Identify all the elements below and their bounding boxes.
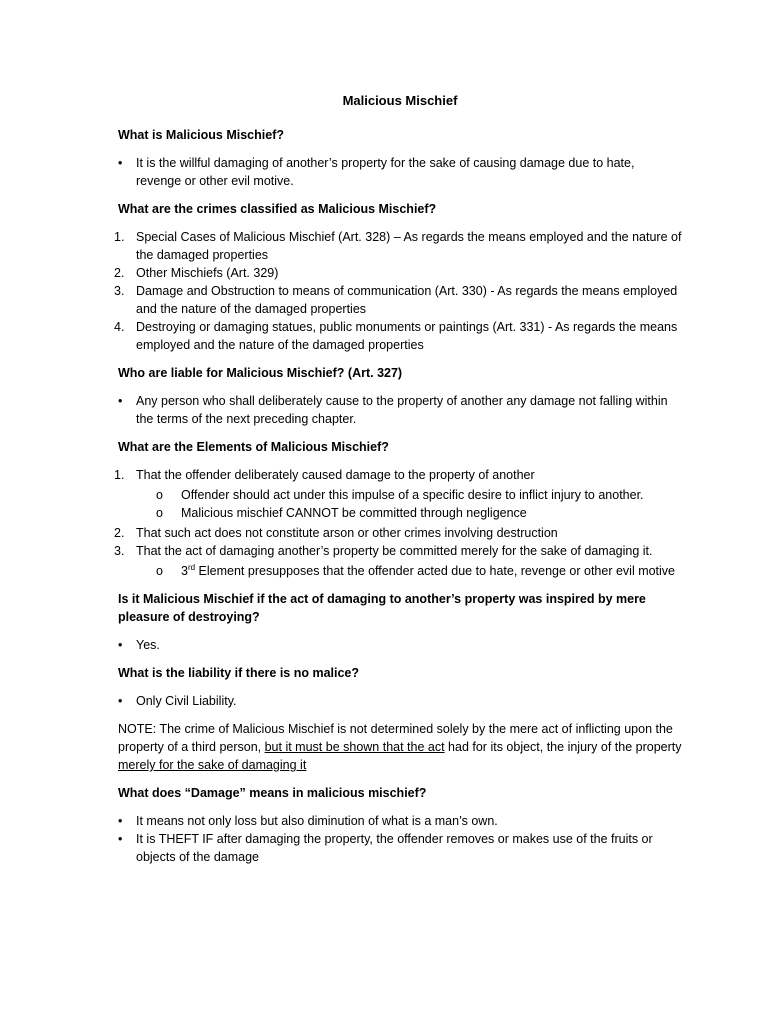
sub-list-item: o Malicious mischief CANNOT be committed through negligence (136, 504, 682, 522)
numbered-list (114, 228, 682, 354)
list-item: 1. That the offender deliberately caused damage to the property of another o Offender should act under this impulse of a specific desire to inflict injury to another. o Malicious mischief CANNOT be committed through negligence (118, 466, 682, 522)
sub-list-item: o Offender should act under this impulse of a specific desire to inflict injury to another. (136, 486, 682, 504)
sub-list (136, 562, 682, 580)
list-item: 2. That such act does not constitute arson or other crimes involving destruction (114, 526, 558, 540)
list-item: 3. That the act of damaging another’s property be committed merely for the sake of damaging it. o 3rd Element presupposes that the offender acted due to hate, revenge or other evil motive (118, 542, 682, 580)
list-item: • Yes. (118, 636, 682, 654)
sub-list-item: o 3rd Element presupposes that the offender acted due to hate, revenge or other evil motive (136, 562, 682, 580)
bullet-list (118, 692, 682, 710)
list-item: 4. Destroying or damaging statues, public monuments or paintings (Art. 331) - As regards the means employed and the nature of the damaged properties (114, 320, 678, 352)
bullet-list (118, 154, 682, 190)
question-heading: What are the crimes classified as Malicious Mischief? (118, 202, 437, 216)
list-item: • It means not only loss but also diminution of what is a man’s own. (118, 812, 682, 830)
question-heading: Is it Malicious Mischief if the act of damaging to another’s property was inspired by mere pleasure of destroying? (118, 592, 646, 624)
question-heading: What are the Elements of Malicious Mischief? (118, 440, 389, 454)
sub-list (136, 486, 682, 522)
list-item: 1. Special Cases of Malicious Mischief (Art. 328) – As regards the means employed and the nature of the damaged properties (114, 230, 682, 262)
list-item: 2. Other Mischiefs (Art. 329) (114, 266, 279, 280)
bullet-list (118, 636, 682, 654)
list-item: • It is the willful damaging of another’s property for the sake of causing damage due to hate, revenge or other evil motive. (118, 154, 682, 190)
question-heading: Who are liable for Malicious Mischief? (Art. 327) (118, 366, 403, 380)
bullet-list (118, 392, 682, 428)
list-item: 3. Damage and Obstruction to means of communication (Art. 330) - As regards the means employed and the nature of the damaged properties (114, 284, 678, 316)
note-paragraph: NOTE: The crime of Malicious Mischief is not determined solely by the mere act of inflicting upon the property of a third person, but it must be shown that the act had for its object, the injury of the property merely for the sake of damaging it (118, 722, 682, 772)
question-heading: What does “Damage” means in malicious mischief? (118, 786, 427, 800)
question-heading: What is Malicious Mischief? (118, 128, 284, 142)
numbered-list (114, 466, 682, 580)
list-item: • Any person who shall deliberately cause to the property of another any damage not falling within the terms of the next preceding chapter. (118, 392, 682, 428)
list-item: • Only Civil Liability. (118, 692, 682, 710)
page-title: Malicious Mischief (342, 93, 458, 108)
list-item: • It is THEFT IF after damaging the property, the offender removes or makes use of the fruits or objects of the damage (118, 830, 682, 866)
question-heading: What is the liability if there is no malice? (118, 666, 360, 680)
bullet-list (118, 812, 682, 866)
